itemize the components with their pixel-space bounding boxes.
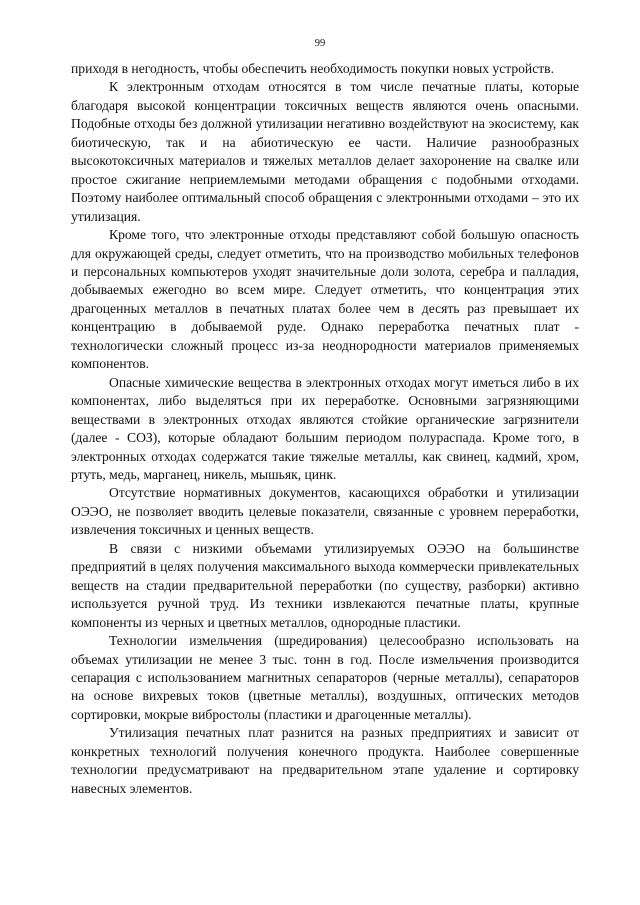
paragraph-printed-circuit-boards: К электронным отходам относятся в том числе печатные платы, которые благодаря высокой концентрации токсичных веществ являются очень опасными. Подобные отходы без должной утилизации негативно воздействуют на экосистему, как биотическую, так и на абиотическую ее части. Наличие разнообразных высокотоксичных материалов и тяжелых металлов делает захоронение на свалке или простое сжигание неприемлемыми методами обращения с подобными отходами. Поэтому наиболее оптимальный способ обращения с электронными отходами – это их утилизация.	[71, 79, 579, 224]
paragraph-shredding-technologies: Технологии измельчения (шредирования) целесообразно использовать на объемах утилизации не менее 3 тыс. тонн в год. После измельчения производится сепарация с использованием магнитных сепараторов (черные металлы), сепараторов на основе вихревых токов (цветные металлы), воздушных, оптических методов сортировки, мокрые вибростолы (пластики и драгоценные металлы).	[71, 633, 579, 722]
paragraph-pcb-recycling: Утилизация печатных плат разнится на разных предприятиях и зависит от конкретных технологий получения конечного продукта. Наиболее совершенные технологии предусматривают на предварительном этапе удаление и сортировку навесных элементов.	[71, 725, 579, 796]
paragraph-manual-disassembly: В связи с низкими объемами утилизируемых ОЭЭО на большинстве предприятий в целях получения максимального выхода коммерчески привлекательных веществ на стадии предварительной переработки (по существу, разборки) активно используется ручной труд. Из техники извлекаются печатные платы, крупные компоненты из черных и цветных металлов, однородные пластики.	[71, 540, 579, 630]
page-number: 99	[314, 38, 326, 49]
paragraph-regulatory-documents: Отсутствие нормативных документов, касающихся обработки и утилизации ОЭЭО, не позволяет вводить целевые показатели, связанные с уровнем переработки, извлечения токсичных и ценных веществ.	[71, 485, 579, 538]
body-text	[71, 60, 579, 798]
paragraph-precious-metals: Кроме того, что электронные отходы представляют собой большую опасность для окружающей среды, следует отметить, что на производство мобильных телефонов и персональных компьютеров уходят значительные доли золота, серебра и палладия, добываемых ежегодно во всем мире. Следует отметить, что концентрация этих драгоценных металлов в печатных платах более чем в десять раз превышает их концентрацию в добываемой руде. Однако переработка печатных плат - технологически сложный процесс из-за неоднородности материалов применяемых компонентов.	[71, 227, 579, 372]
paragraph-continuation: приходя в негодность, чтобы обеспечить необходимость покупки новых устройств.	[71, 61, 555, 76]
paragraph-hazardous-substances: Опасные химические вещества в электронных отходах могут иметься либо в их компонентах, либо выделяться при их переработке. Основными загрязняющими веществами в электронных отходах являются стойкие органические загрязнители (далее - СОЗ), которые обладают большим периодом полураспада. Кроме того, в электронных отходах содержатся такие тяжелые металлы, как свинец, кадмий, хром, ртуть, медь, марганец, никель, мышьяк, цинк.	[71, 374, 579, 482]
